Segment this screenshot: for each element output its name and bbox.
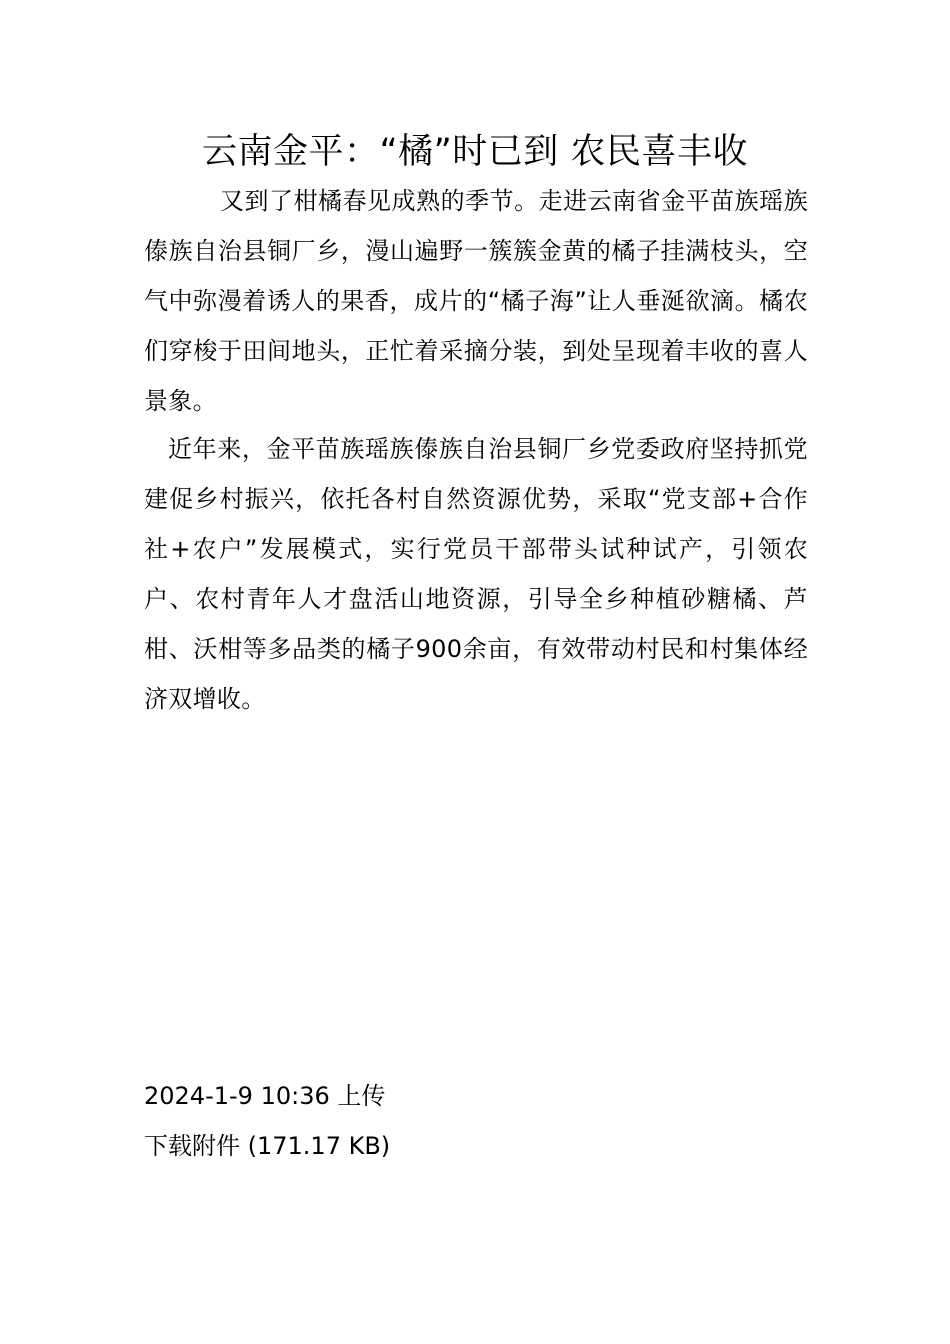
download-attachment-link[interactable]: 下载附件 (171.17 KB) (144, 1132, 391, 1160)
article-paragraph-1: 又到了柑橘春见成熟的季节。走进云南省金平苗族瑶族傣族自治县铜厂乡，漫山遍野一簇簇金黄的橘子挂满枝头，空气中弥漫着诱人的果香，成片的“橘子海”让人垂涎欲滴。橘农们穿梭于田间地头，正忙着采摘分装，到处呈现着丰收的喜人景象。 (144, 187, 808, 415)
upload-timestamp: 2024-1-9 10:36 上传 (144, 1082, 386, 1110)
article-title: 云南金平：“橘”时已到 农民喜丰收 (202, 132, 748, 172)
article-paragraph-2: 近年来，金平苗族瑶族傣族自治县铜厂乡党委政府坚持抓党建促乡村振兴，依托各村自然资源优势，采取“党支部+合作社+农户”发展模式，实行党员干部带头试种试产，引领农户、农村青年人才盘活山地资源，引导全乡种植砂糖橘、芦柑、沃柑等多品类的橘子900余亩，有效带动村民和村集体经济双增收。 (144, 435, 808, 713)
